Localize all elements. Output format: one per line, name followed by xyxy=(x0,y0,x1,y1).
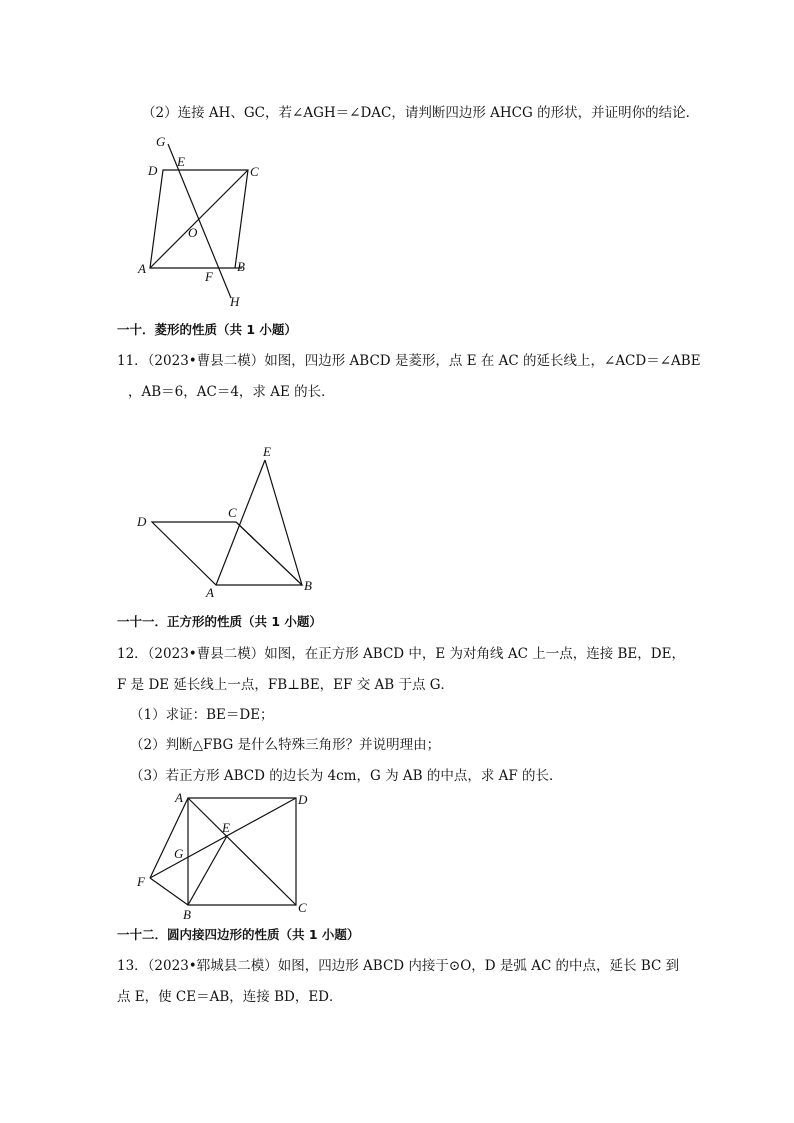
q10-label-a: A xyxy=(138,261,146,276)
q11-line-be xyxy=(265,460,302,585)
q10-label-g: G xyxy=(156,134,166,149)
q11-rhombus xyxy=(152,522,302,585)
q12-label-e: E xyxy=(222,820,230,835)
q12-line-df xyxy=(150,798,296,878)
q10-label-e: E xyxy=(177,154,185,169)
section-heading-rhombus: 一十．菱形的性质（共 1 小题） xyxy=(117,322,297,337)
q12-part2: （2）判断△FBG 是什么特殊三角形？并说明理由； xyxy=(130,737,441,753)
q11-text-line1: 11．（2023•曹县二模）如图，四边形 ABCD 是菱形，点 E 在 AC 的延长线上，∠ACD＝∠ABE xyxy=(117,353,701,369)
q10-label-c: C xyxy=(250,164,259,179)
q10-label-d: D xyxy=(148,163,158,178)
q11-label-d: D xyxy=(137,514,147,529)
q12-line-bf xyxy=(150,878,188,905)
q10-label-h: H xyxy=(230,294,240,309)
q12-text-line1: 12．（2023•曹县二模）如图，在正方形 ABCD 中，E 为对角线 AC 上一点，连接 BE，DE， xyxy=(117,646,685,662)
q10-label-b: B xyxy=(237,259,245,274)
q11-label-a: A xyxy=(206,585,214,600)
q12-label-f: F xyxy=(137,874,145,889)
q10-part2-text: （2）连接 AH、GC，若∠AGH＝∠DAC，请判断四边形 AHCG 的形状，并证明你的结论． xyxy=(142,105,700,121)
q11-figure xyxy=(130,440,330,600)
section-heading-square: 一十一．正方形的性质（共 1 小题） xyxy=(117,614,322,629)
section-heading-cyclic-quadrilateral: 一十二．圆内接四边形的性质（共 1 小题） xyxy=(117,927,360,942)
q12-label-a: A xyxy=(175,790,183,805)
q13-text-line1: 13．（2023•郓城县二模）如图，四边形 ABCD 内接于⊙O，D 是弧 AC 的中点，延长 BC 到 xyxy=(117,958,680,974)
q12-label-g: G xyxy=(174,846,184,861)
q12-diagonal-ac xyxy=(188,798,296,905)
q11-text-line2: ，AB＝6，AC＝4，求 AE 的长． xyxy=(128,384,335,400)
q10-label-o: O xyxy=(188,225,198,240)
q12-part1: （1）求证：BE＝DE； xyxy=(130,707,274,723)
q10-figure xyxy=(130,128,270,313)
q12-part3: （3）若正方形 ABCD 的边长为 4cm，G 为 AB 的中点，求 AF 的长． xyxy=(130,768,563,784)
q12-label-b: B xyxy=(183,907,191,922)
q11-label-b: B xyxy=(304,578,312,593)
q12-line-af xyxy=(150,798,188,878)
q11-label-c: C xyxy=(228,505,237,520)
q12-label-c: C xyxy=(298,900,307,915)
q13-text-line2: 点 E，使 CE＝AB，连接 BD，ED． xyxy=(117,989,343,1005)
q11-label-e: E xyxy=(263,444,271,459)
q12-label-d: D xyxy=(298,792,308,807)
q10-label-f: F xyxy=(205,269,213,284)
q12-text-line2: F 是 DE 延长线上一点，FB⊥BE，EF 交 AB 于点 G． xyxy=(117,677,455,693)
q12-figure xyxy=(130,788,330,923)
